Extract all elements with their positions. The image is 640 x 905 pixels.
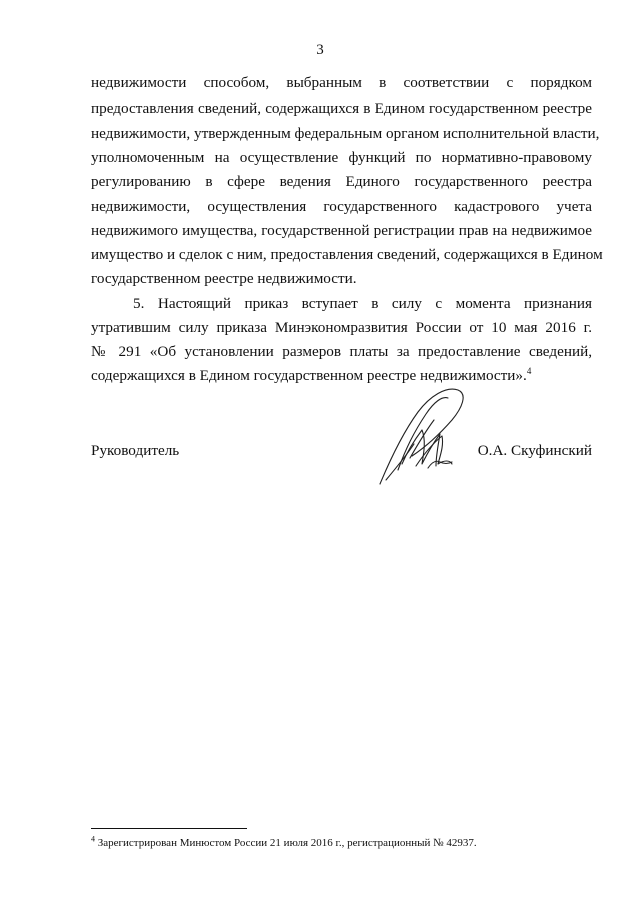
text-line: недвижимости, осуществления государственного кадастрового учета bbox=[91, 198, 592, 215]
footnote-text: Зарегистрирован Минюстом России 21 июля 2016 г., регистрационный № 42937. bbox=[97, 837, 477, 849]
text-line: недвижимости способом, выбранным в соответствии с порядком bbox=[91, 74, 592, 91]
text-line: государственном реестре недвижимости. bbox=[91, 270, 357, 287]
footnote-reference: 4 bbox=[526, 365, 532, 376]
text-line: утратившим силу приказа Минэкономразвития России от 10 мая 2016 г. bbox=[91, 319, 592, 336]
footnote-marker: 4 bbox=[91, 834, 95, 844]
text-line: имущество и сделок с ним, предоставления сведений, содержащихся в Едином bbox=[91, 246, 603, 263]
signatory-name: О.А. Скуфинский bbox=[477, 442, 592, 459]
text-line bbox=[91, 367, 592, 385]
footnote-divider bbox=[91, 828, 247, 829]
text-line: регулированию в сфере ведения Единого государственного реестра bbox=[91, 173, 592, 190]
text-line: уполномоченным на осуществление функций по нормативно-правовому bbox=[91, 149, 592, 166]
text-line: недвижимости, утвержденным федеральным органом исполнительной власти, bbox=[91, 125, 600, 142]
handwritten-signature bbox=[372, 384, 472, 488]
text-line: предоставления сведений, содержащихся в Едином государственном реестре bbox=[91, 100, 592, 117]
text-line: № 291 «Об установлении размеров платы за предоставление сведений, bbox=[91, 343, 592, 360]
page-number: 3 bbox=[316, 42, 324, 58]
text-line: 5. Настоящий приказ вступает в силу с момента признания bbox=[133, 295, 592, 312]
text-line-content: содержащихся в Едином государственном реестре недвижимости». bbox=[91, 367, 527, 384]
text-line: недвижимого имущества, государственной регистрации прав на недвижимое bbox=[91, 222, 592, 239]
signatory-title: Руководитель bbox=[91, 442, 180, 459]
footnote bbox=[91, 834, 477, 849]
